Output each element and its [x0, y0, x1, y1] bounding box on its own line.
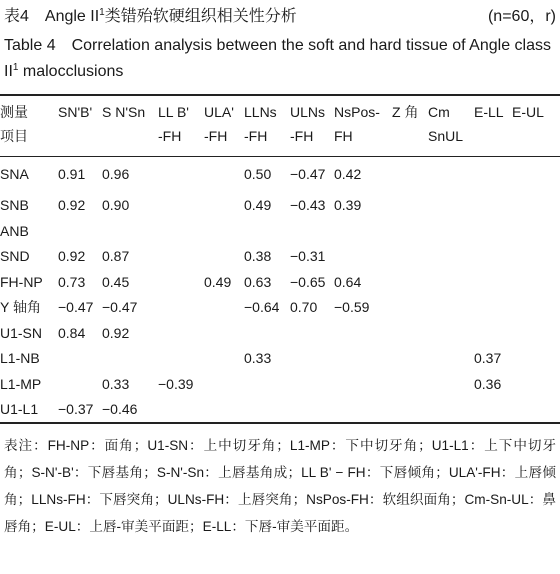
- header-cell: [58, 96, 102, 156]
- value-cell: [158, 270, 204, 296]
- header-line: [58, 124, 102, 148]
- row-label-cell: SNA: [0, 166, 29, 182]
- value-cell: [474, 397, 512, 423]
- value-cell: [512, 372, 560, 398]
- value-cell: [204, 156, 244, 193]
- correlation-table: [0, 96, 560, 423]
- value-cell: −0.46: [102, 401, 138, 417]
- value-cell: [428, 219, 474, 245]
- value-cell: 0.42: [334, 166, 362, 182]
- row-label-cell: U1-L1: [0, 401, 39, 417]
- value-cell: 0.36: [474, 375, 502, 392]
- value-cell: 0.39: [334, 197, 362, 213]
- value-cell: [392, 219, 428, 245]
- table-row: [0, 295, 560, 321]
- header-cell: [244, 96, 290, 156]
- value-cell: 0.73: [58, 273, 86, 290]
- row-label-cell: SND: [0, 248, 30, 264]
- row-label-cell: Y 轴角: [0, 299, 41, 315]
- value-cell: 0.96: [102, 166, 130, 182]
- table-row: [0, 321, 560, 347]
- value-cell: −0.37: [58, 401, 94, 417]
- header-line: -FH: [290, 128, 314, 144]
- caption-en-superscript: 1: [12, 62, 19, 73]
- header-line: NsPos-: [334, 104, 380, 120]
- header-line: [474, 124, 512, 148]
- value-cell: [428, 193, 474, 219]
- value-cell: [512, 321, 560, 347]
- value-cell: −0.47: [290, 166, 326, 182]
- value-cell: [334, 244, 392, 270]
- header-line: SnUL: [428, 128, 464, 144]
- header-cell: [392, 96, 428, 156]
- caption-chinese: [4, 6, 556, 28]
- value-cell: [512, 346, 560, 372]
- value-cell: [474, 193, 512, 219]
- table-footnote: 表注：FH-NP：面角；U1-SN：上中切牙角；L1-MP：下中切牙角；U1-L1：上下中切牙角；S-N'-B'：下唇基角；S-N'-Sn：上唇基角成；LL B' − FH：下唇倾角；ULA'-FH：上唇倾角；LLNs-FH：下唇突角；ULNs-FH：上唇突角；NsPos-FH：软组织面角；Cm-Sn-UL：鼻唇角；E-UL：上唇-审美平面距；E-LL：下唇-审美平面距。: [4, 438, 556, 534]
- value-cell: [512, 193, 560, 219]
- value-cell: −0.43: [290, 197, 326, 213]
- header-line: LL B': [158, 104, 189, 120]
- value-cell: [392, 321, 428, 347]
- header-line: LLNs: [244, 104, 277, 120]
- value-cell: 0.92: [58, 248, 86, 264]
- table-row: [0, 156, 560, 193]
- value-cell: [334, 372, 392, 398]
- value-cell: [58, 372, 102, 398]
- table-row: [0, 372, 560, 398]
- value-cell: −0.59: [334, 299, 370, 315]
- value-cell: [204, 397, 244, 423]
- value-cell: [204, 219, 244, 245]
- header-line: 测量: [0, 104, 28, 120]
- table-header-row: [0, 96, 560, 156]
- table-row: [0, 397, 560, 423]
- value-cell: 0.87: [102, 248, 130, 264]
- value-cell: 0.49: [204, 273, 232, 290]
- value-cell: [392, 270, 428, 296]
- header-cell: [512, 96, 560, 156]
- header-cell: [474, 96, 512, 156]
- value-cell: 0.64: [334, 273, 362, 290]
- value-cell: [58, 346, 102, 372]
- value-cell: −0.47: [58, 299, 94, 315]
- value-cell: [428, 295, 474, 321]
- value-cell: [290, 372, 334, 398]
- value-cell: [158, 244, 204, 270]
- value-cell: [158, 321, 204, 347]
- value-cell: [474, 270, 512, 296]
- header-line: SN'B': [58, 104, 93, 120]
- caption-cn-suffix: 类错殆软硬组织相关性分析: [104, 8, 297, 25]
- value-cell: [204, 244, 244, 270]
- row-label-cell: ANB: [0, 222, 29, 239]
- value-cell: [204, 346, 244, 372]
- value-cell: [158, 193, 204, 219]
- value-cell: [512, 219, 560, 245]
- value-cell: [158, 156, 204, 193]
- table-row: [0, 219, 560, 245]
- value-cell: 0.45: [102, 273, 130, 290]
- header-line: Z 角: [392, 104, 419, 120]
- value-cell: 0.38: [244, 248, 272, 264]
- header-cell: [102, 96, 158, 156]
- value-cell: 0.37: [474, 350, 502, 366]
- value-cell: [244, 219, 290, 245]
- value-cell: 0.70: [290, 299, 318, 315]
- value-cell: [244, 397, 290, 423]
- header-line: -FH: [204, 128, 228, 144]
- header-line: [512, 124, 560, 148]
- value-cell: [474, 295, 512, 321]
- table-row: [0, 346, 560, 372]
- value-cell: [512, 244, 560, 270]
- caption-en-prefix: Table 4 Correlation analysis between the soft and hard tissue of Angle class II: [4, 37, 551, 80]
- value-cell: [334, 321, 392, 347]
- header-cell-item: [0, 96, 58, 156]
- value-cell: −0.64: [244, 299, 280, 315]
- value-cell: [290, 321, 334, 347]
- value-cell: [244, 321, 290, 347]
- value-cell: [392, 372, 428, 398]
- row-label-cell: L1-NB: [0, 350, 40, 366]
- caption-cn-prefix: 表4 Angle II: [4, 8, 100, 25]
- value-cell: [392, 244, 428, 270]
- value-cell: [428, 156, 474, 193]
- value-cell: [204, 321, 244, 347]
- value-cell: [428, 372, 474, 398]
- value-cell: 0.63: [244, 273, 272, 290]
- value-cell: 0.50: [244, 166, 272, 182]
- value-cell: [58, 219, 102, 245]
- header-line: ULNs: [290, 104, 326, 120]
- value-cell: [512, 295, 560, 321]
- table-body: [0, 156, 560, 423]
- caption-en-suffix: malocclusions: [18, 63, 124, 80]
- header-line: S N'Sn: [102, 104, 146, 120]
- value-cell: [392, 397, 428, 423]
- table-row: [0, 244, 560, 270]
- value-cell: [158, 295, 204, 321]
- value-cell: 0.91: [58, 166, 86, 182]
- header-line: -FH: [244, 128, 268, 144]
- row-label-cell: SNB: [0, 197, 29, 213]
- value-cell: [158, 219, 204, 245]
- value-cell: [158, 397, 204, 423]
- table-row: [0, 270, 560, 296]
- value-cell: 0.33: [244, 350, 272, 366]
- value-cell: [204, 295, 244, 321]
- value-cell: [428, 270, 474, 296]
- header-line: 项目: [0, 128, 28, 144]
- header-cell: [428, 96, 474, 156]
- value-cell: [334, 397, 392, 423]
- value-cell: [428, 244, 474, 270]
- value-cell: [428, 321, 474, 347]
- value-cell: [392, 295, 428, 321]
- caption-cn-superscript: 1: [99, 7, 105, 18]
- row-label-cell: L1-MP: [0, 375, 42, 392]
- row-label-cell: U1-SN: [0, 324, 43, 341]
- value-cell: −0.39: [158, 375, 194, 392]
- row-label-cell: FH-NP: [0, 273, 43, 290]
- header-cell: [334, 96, 392, 156]
- value-cell: [392, 193, 428, 219]
- header-line: Cm: [428, 104, 450, 120]
- value-cell: [474, 156, 512, 193]
- header-line: E-LL: [474, 104, 504, 120]
- value-cell: [204, 193, 244, 219]
- value-cell: [512, 156, 560, 193]
- value-cell: [158, 346, 204, 372]
- value-cell: [392, 156, 428, 193]
- value-cell: −0.47: [102, 299, 138, 315]
- value-cell: [334, 346, 392, 372]
- value-cell: 0.84: [58, 324, 86, 341]
- caption-english: [4, 33, 556, 85]
- value-cell: 0.49: [244, 197, 272, 213]
- value-cell: [474, 321, 512, 347]
- value-cell: [474, 244, 512, 270]
- value-cell: [428, 346, 474, 372]
- header-line: -FH: [158, 128, 182, 144]
- value-cell: [290, 219, 334, 245]
- value-cell: 0.92: [102, 324, 130, 341]
- value-cell: −0.65: [290, 273, 326, 290]
- header-line: [392, 124, 428, 148]
- value-cell: 0.33: [102, 375, 130, 392]
- table-row: [0, 193, 560, 219]
- value-cell: [512, 270, 560, 296]
- header-cell: [204, 96, 244, 156]
- value-cell: [290, 346, 334, 372]
- header-line: FH: [334, 128, 353, 144]
- caption-cn-sample-note: (n=60，r): [487, 8, 556, 25]
- value-cell: 0.90: [102, 197, 130, 213]
- header-line: ULA': [204, 104, 234, 120]
- value-cell: [204, 372, 244, 398]
- value-cell: 0.92: [58, 197, 86, 213]
- value-cell: [392, 346, 428, 372]
- value-cell: [102, 219, 158, 245]
- header-cell: [290, 96, 334, 156]
- header-line: [102, 124, 158, 148]
- value-cell: [474, 219, 512, 245]
- value-cell: [428, 397, 474, 423]
- value-cell: −0.31: [290, 248, 326, 264]
- value-cell: [102, 346, 158, 372]
- value-cell: [512, 397, 560, 423]
- value-cell: [290, 397, 334, 423]
- value-cell: [334, 219, 392, 245]
- header-cell: [158, 96, 204, 156]
- value-cell: [244, 372, 290, 398]
- header-line: E-UL: [512, 104, 544, 120]
